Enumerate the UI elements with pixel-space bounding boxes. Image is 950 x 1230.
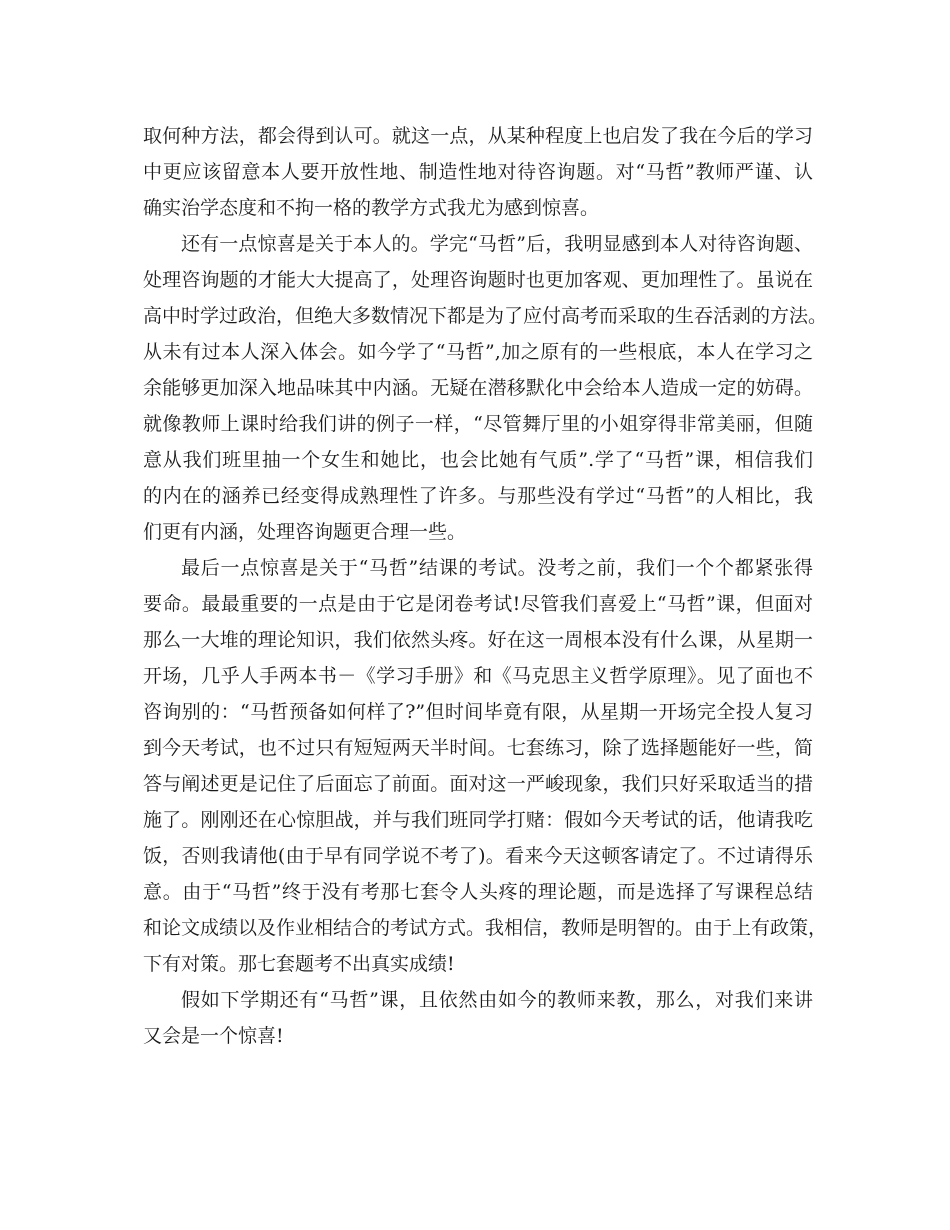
text-line: 处理咨询题的才能大大提高了，处理咨询题时也更加客观、更加理性了。虽说在 [143, 269, 813, 291]
text-line: 还有一点惊喜是关于本人的。学完“马哲”后，我明显感到本人对待咨询题、 [181, 233, 813, 255]
text-line: 中更应该留意本人要开放性地、制造性地对待咨询题。对“马哲”教师严谨、认 [143, 161, 813, 183]
document-body [143, 118, 828, 1054]
text-line: 要命。最最重要的一点是由于它是闭卷考试!尽管我们喜爱上“马哲”课，但面对 [143, 593, 813, 615]
text-line: 饭，否则我请他(由于早有同学说不考了)。看来今天这顿客请定了。不过请得乐 [143, 845, 813, 867]
text-line: 施了。刚刚还在心惊胆战，并与我们班同学打赌：假如今天考试的话，他请我吃 [143, 809, 813, 831]
text-line: 又会是一个惊喜! [143, 1025, 284, 1047]
text-line: 就像教师上课时给我们讲的例子一样，“尽管舞厅里的小姐穿得非常美丽，但随 [143, 413, 813, 435]
text-line: 从未有过本人深入体会。如今学了“马哲”,加之原有的一些根底，本人在学习之 [143, 341, 813, 363]
text-line: 们更有内涵，处理咨询题更合理一些。 [143, 521, 467, 543]
text-line: 意。由于“马哲”终于没有考那七套令人头疼的理论题，而是选择了写课程总结 [143, 881, 813, 903]
text-line: 开场，几乎人手两本书－《学习手册》和《马克思主义哲学原理》。见了面也不 [143, 665, 813, 687]
text-line: 最后一点惊喜是关于“马哲”结课的考试。没考之前，我们一个个都紧张得 [181, 557, 813, 579]
text-line: 确实治学态度和不拘一格的教学方式我尤为感到惊喜。 [143, 197, 600, 219]
text-line: 的内在的涵养已经变得成熟理性了许多。与那些没有学过“马哲”的人相比，我 [143, 485, 813, 507]
text-line: 咨询别的：“马哲预备如何样了?”但时间毕竟有限，从星期一开场完全投人复习 [143, 701, 813, 723]
text-line: 到今天考试，也不过只有短短两天半时间。七套练习，除了选择题能好一些，简 [143, 737, 813, 759]
text-line: 取何种方法，都会得到认可。就这一点，从某种程度上也启发了我在今后的学习 [143, 125, 813, 147]
text-line: 和论文成绩以及作业相结合的考试方式。我相信，教师是明智的。由于上有政策， [143, 917, 828, 939]
text-line: 下有对策。那七套题考不出真实成绩! [143, 953, 455, 975]
text-line: 假如下学期还有“马哲”课，且依然由如今的教师来教，那么，对我们来讲 [181, 989, 813, 1011]
text-line: 那么一大堆的理论知识，我们依然头疼。好在这一周根本没有什么课，从星期一 [143, 629, 813, 651]
text-line: 答与阐述更是记住了后面忘了前面。面对这一严峻现象，我们只好采取适当的措 [143, 773, 813, 795]
text-line: 意从我们班里抽一个女生和她比，也会比她有气质”.学了“马哲”课，相信我们 [143, 449, 813, 471]
text-line: 高中时学过政治，但绝大多数情况下都是为了应付高考而采取的生吞活剥的方法。 [143, 305, 828, 327]
text-line: 余能够更加深入地品味其中内涵。无疑在潜移默化中会给本人造成一定的妨碍。 [143, 377, 813, 399]
